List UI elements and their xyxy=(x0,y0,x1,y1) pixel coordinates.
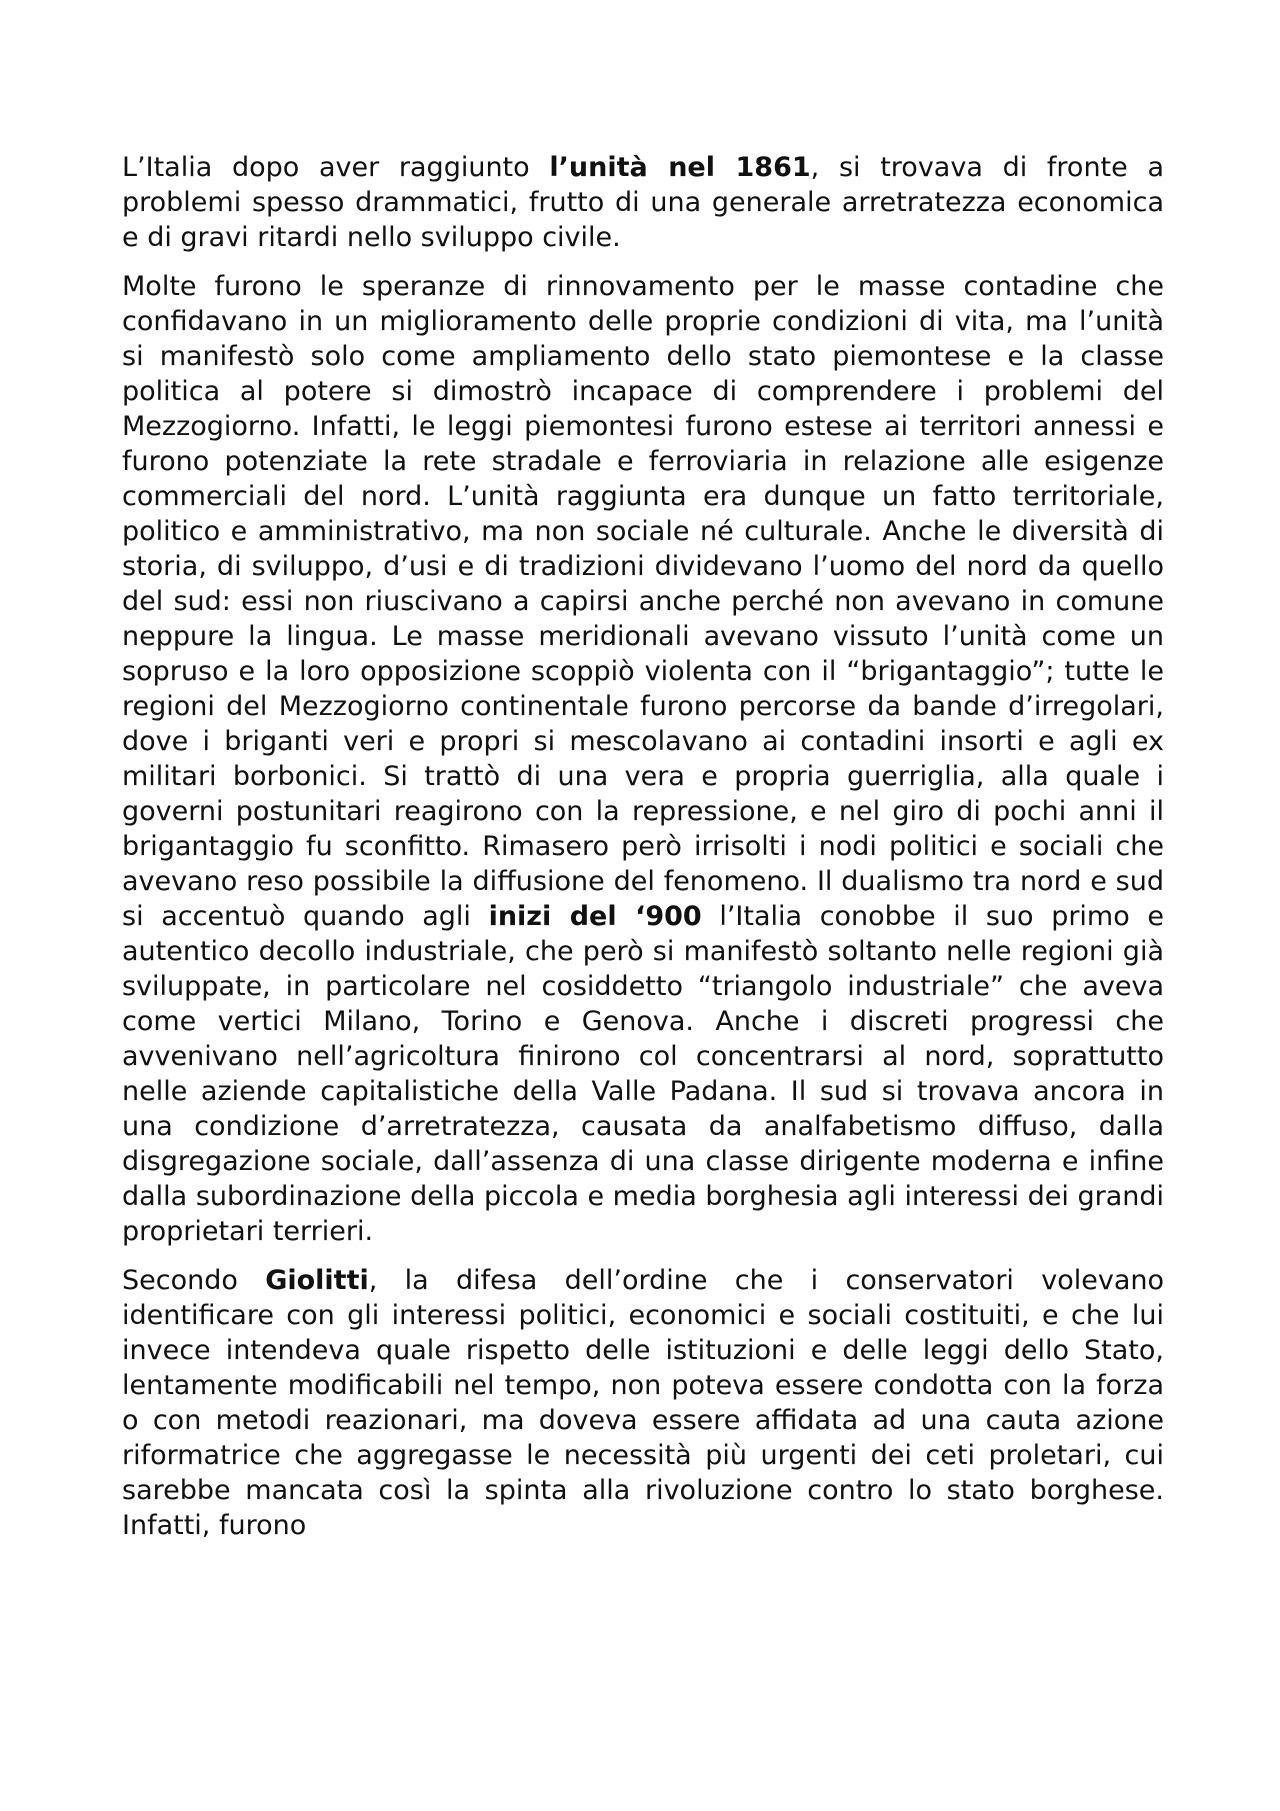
text-run: l’Italia conobbe il suo primo e autentico decollo industriale, che però si manifestò soltanto nelle regioni già sviluppate, in particolare nel cosiddetto “triangolo industriale” che aveva come vertici Milano, Torino e Genova. Anche i discreti progressi che avvenivano nell’agricoltura finirono col concentrarsi al nord, soprattutto nelle aziende capitalistiche della Valle Padana. Il sud si trovava ancora in una condizione d’arretratezza, causata da analfabetismo diffuso, dalla disgregazione sociale, dall’assenza di una classe dirigente moderna e infine dalla subordinazione della piccola e media borghesia agli interessi dei grandi proprietari terrieri. xyxy=(122,901,1165,1247)
text-run: Secondo xyxy=(122,1265,266,1296)
text-run: Molte furono le speranze di rinnovamento per le masse contadine che confidavano in un miglioramento delle proprie condizioni di vita, ma l’unità si manifestò solo come ampliamento dello stato piemontese e la classe politica al potere si dimostrò incapace di comprendere i problemi del Mezzogiorno. Infatti, le leggi piemontesi furono estese ai territori annessi e furono potenziate la rete stradale e ferroviaria in relazione alle esigenze commerciali del nord. L’unità raggiunta era dunque un fatto territoriale, politico e amministrativo, ma non sociale né culturale. Anche le diversità di storia, di sviluppo, d’usi e di tradizioni dividevano l’uomo del nord da quello del sud: essi non riuscivano a capirsi anche perché non avevano in comune neppure la lingua. Le masse meridionali avevano vissuto l’unità come un sopruso e la loro opposizione scoppiò violenta con il “brigantaggio”; tutte le regioni del Mezzogiorno continentale furono percorse da bande d’irregolari, dove i briganti veri e propri si mescolavano ai contadini insorti e agli ex militari borbonici. Si trattò di una vera e propria guerriglia, alla quale i governi postunitari reagirono con la repressione, e nel giro di pochi anni il brigantaggio fu sconfitto. Rimasero però irrisolti i nodi politici e sociali che avevano reso possibile la diffusione del fenomeno. Il dualismo tra nord e sud si accentuò quando agli xyxy=(122,271,1164,932)
bold-run: Giolitti xyxy=(265,1265,369,1296)
paragraph-unita xyxy=(122,150,1164,255)
text-run: L’Italia dopo aver raggiunto xyxy=(122,152,550,183)
text-run: , la difesa dell’ordine che i conservatori volevano identificare con gli interessi politici, economici e sociali costituiti, e che lui invece intendeva quale rispetto delle istituzioni e delle leggi dello Stato, lentamente modificabili nel tempo, non poteva essere condotta con la forza o con metodi reazionari, ma doveva essere affidata ad una cauta azione riformatrice che aggregasse le necessità più urgenti dei ceti proletari, cui sarebbe mancata così la spinta alla rivoluzione contro lo stato borghese. Infatti, furono xyxy=(122,1265,1164,1541)
bold-run: inizi del ‘900 xyxy=(488,901,702,932)
text-run: , si trovava di fronte a problemi spesso drammatici, frutto di una generale arretratezza economica e di gravi ritardi nello sviluppo civile. xyxy=(122,152,1164,253)
bold-run: l’unità nel 1861 xyxy=(549,152,811,183)
document-page xyxy=(122,150,1164,1557)
paragraph-giolitti xyxy=(122,1263,1164,1543)
paragraph-mezzogiorno xyxy=(122,269,1164,1249)
